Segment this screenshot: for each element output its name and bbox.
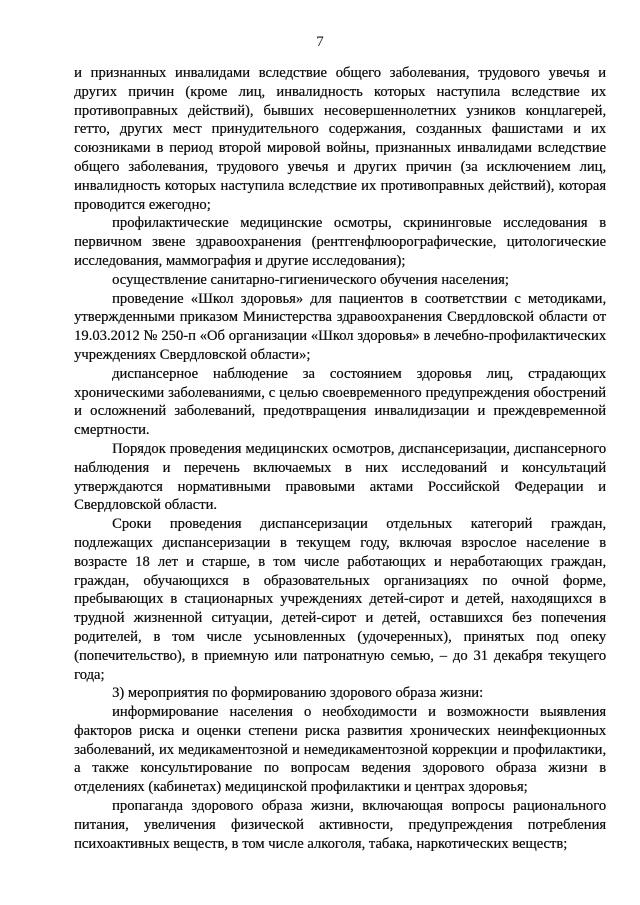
paragraph-propaganda: пропаганда здорового образа жизни, включающая вопросы рационального питания, увеличения физической активности, предупреждения потребления психоактивных веществ, в том числе алкоголя, табака, наркотических веществ;	[74, 798, 606, 852]
paragraph-continuation: и признанных инвалидами вследствие общего заболевания, трудового увечья и других причин (кроме лиц, инвалидность которых наступила вследствие их противоправных действий), бывших несовершеннолетних узников концлагерей, гетто, других мест принудительного содержания, созданных фашистами и их союзниками в период второй мировой войны, признанных инвалидами вследствие общего заболевания, трудового увечья и других причин (за исключением лиц, инвалидность которых наступила вследствие их противоправных действий), которая проводится ежегодно;	[74, 65, 606, 213]
paragraph-sanitary-education: осуществление санитарно-гигиенического обучения населения;	[112, 271, 509, 288]
paragraph-section-3-heading: 3) мероприятия по формированию здорового образа жизни:	[112, 685, 484, 702]
paragraph-health-schools: проведение «Школ здоровья» для пациентов в соответствии с методиками, утвержденными приказом Министерства здравоохранения Свердловской области от 19.03.2012 № 250-п «Об организации «Школ здоровья» в лечебно-профилактических учреждениях Свердловской области»;	[74, 290, 606, 363]
paragraph-procedure: Порядок проведения медицинских осмотров, диспансеризации, диспансерного наблюдения и перечень включаемых в них исследований и консультаций утверждаются нормативными правовыми актами Российской Федерации и Свердловской области.	[74, 440, 606, 514]
paragraph-preventive-exams: профилактические медицинские осмотры, скрининговые исследования в первичном звене здравоохранения (рентгенфлюорографические, цитологические исследования, маммография и другие исследования);	[74, 215, 606, 269]
page-number: 7	[316, 34, 324, 50]
document-body	[74, 64, 606, 853]
paragraph-informing: информирование населения о необходимости и возможности выявления факторов риска и оценки степени риска развития хронических неинфекционных заболеваний, их медикаментозной и немедикаментозной коррекции и профилактики, а также консультирование по вопросам ведения здорового образа жизни в отделениях (кабинетах) медицинской профилактики и центрах здоровья;	[74, 704, 606, 796]
paragraph-deadlines: Сроки проведения диспансеризации отдельных категорий граждан, подлежащих диспансеризации в текущем году, включая взрослое население в возрасте 18 лет и старше, в том числе работающих и неработающих граждан, граждан, обучающихся в образовательных организациях по очной форме, пребывающих в стационарных учреждениях детей-сирот и детей, находящихся в трудной жизненной ситуации, детей-сирот и детей, оставшихся без попечения родителей, в том числе усыновленных (удочеренных), принятых под опеку (попечительство), в приемную или патронатную семью, – до 31 декабря текущего года;	[74, 516, 606, 683]
paragraph-dispensary-observation: диспансерное наблюдение за состоянием здоровья лиц, страдающих хроническими заболеваниями, с целью своевременного предупреждения обострений и осложнений заболеваний, предотвращения инвалидизации и преждевременной смертности.	[74, 365, 606, 439]
